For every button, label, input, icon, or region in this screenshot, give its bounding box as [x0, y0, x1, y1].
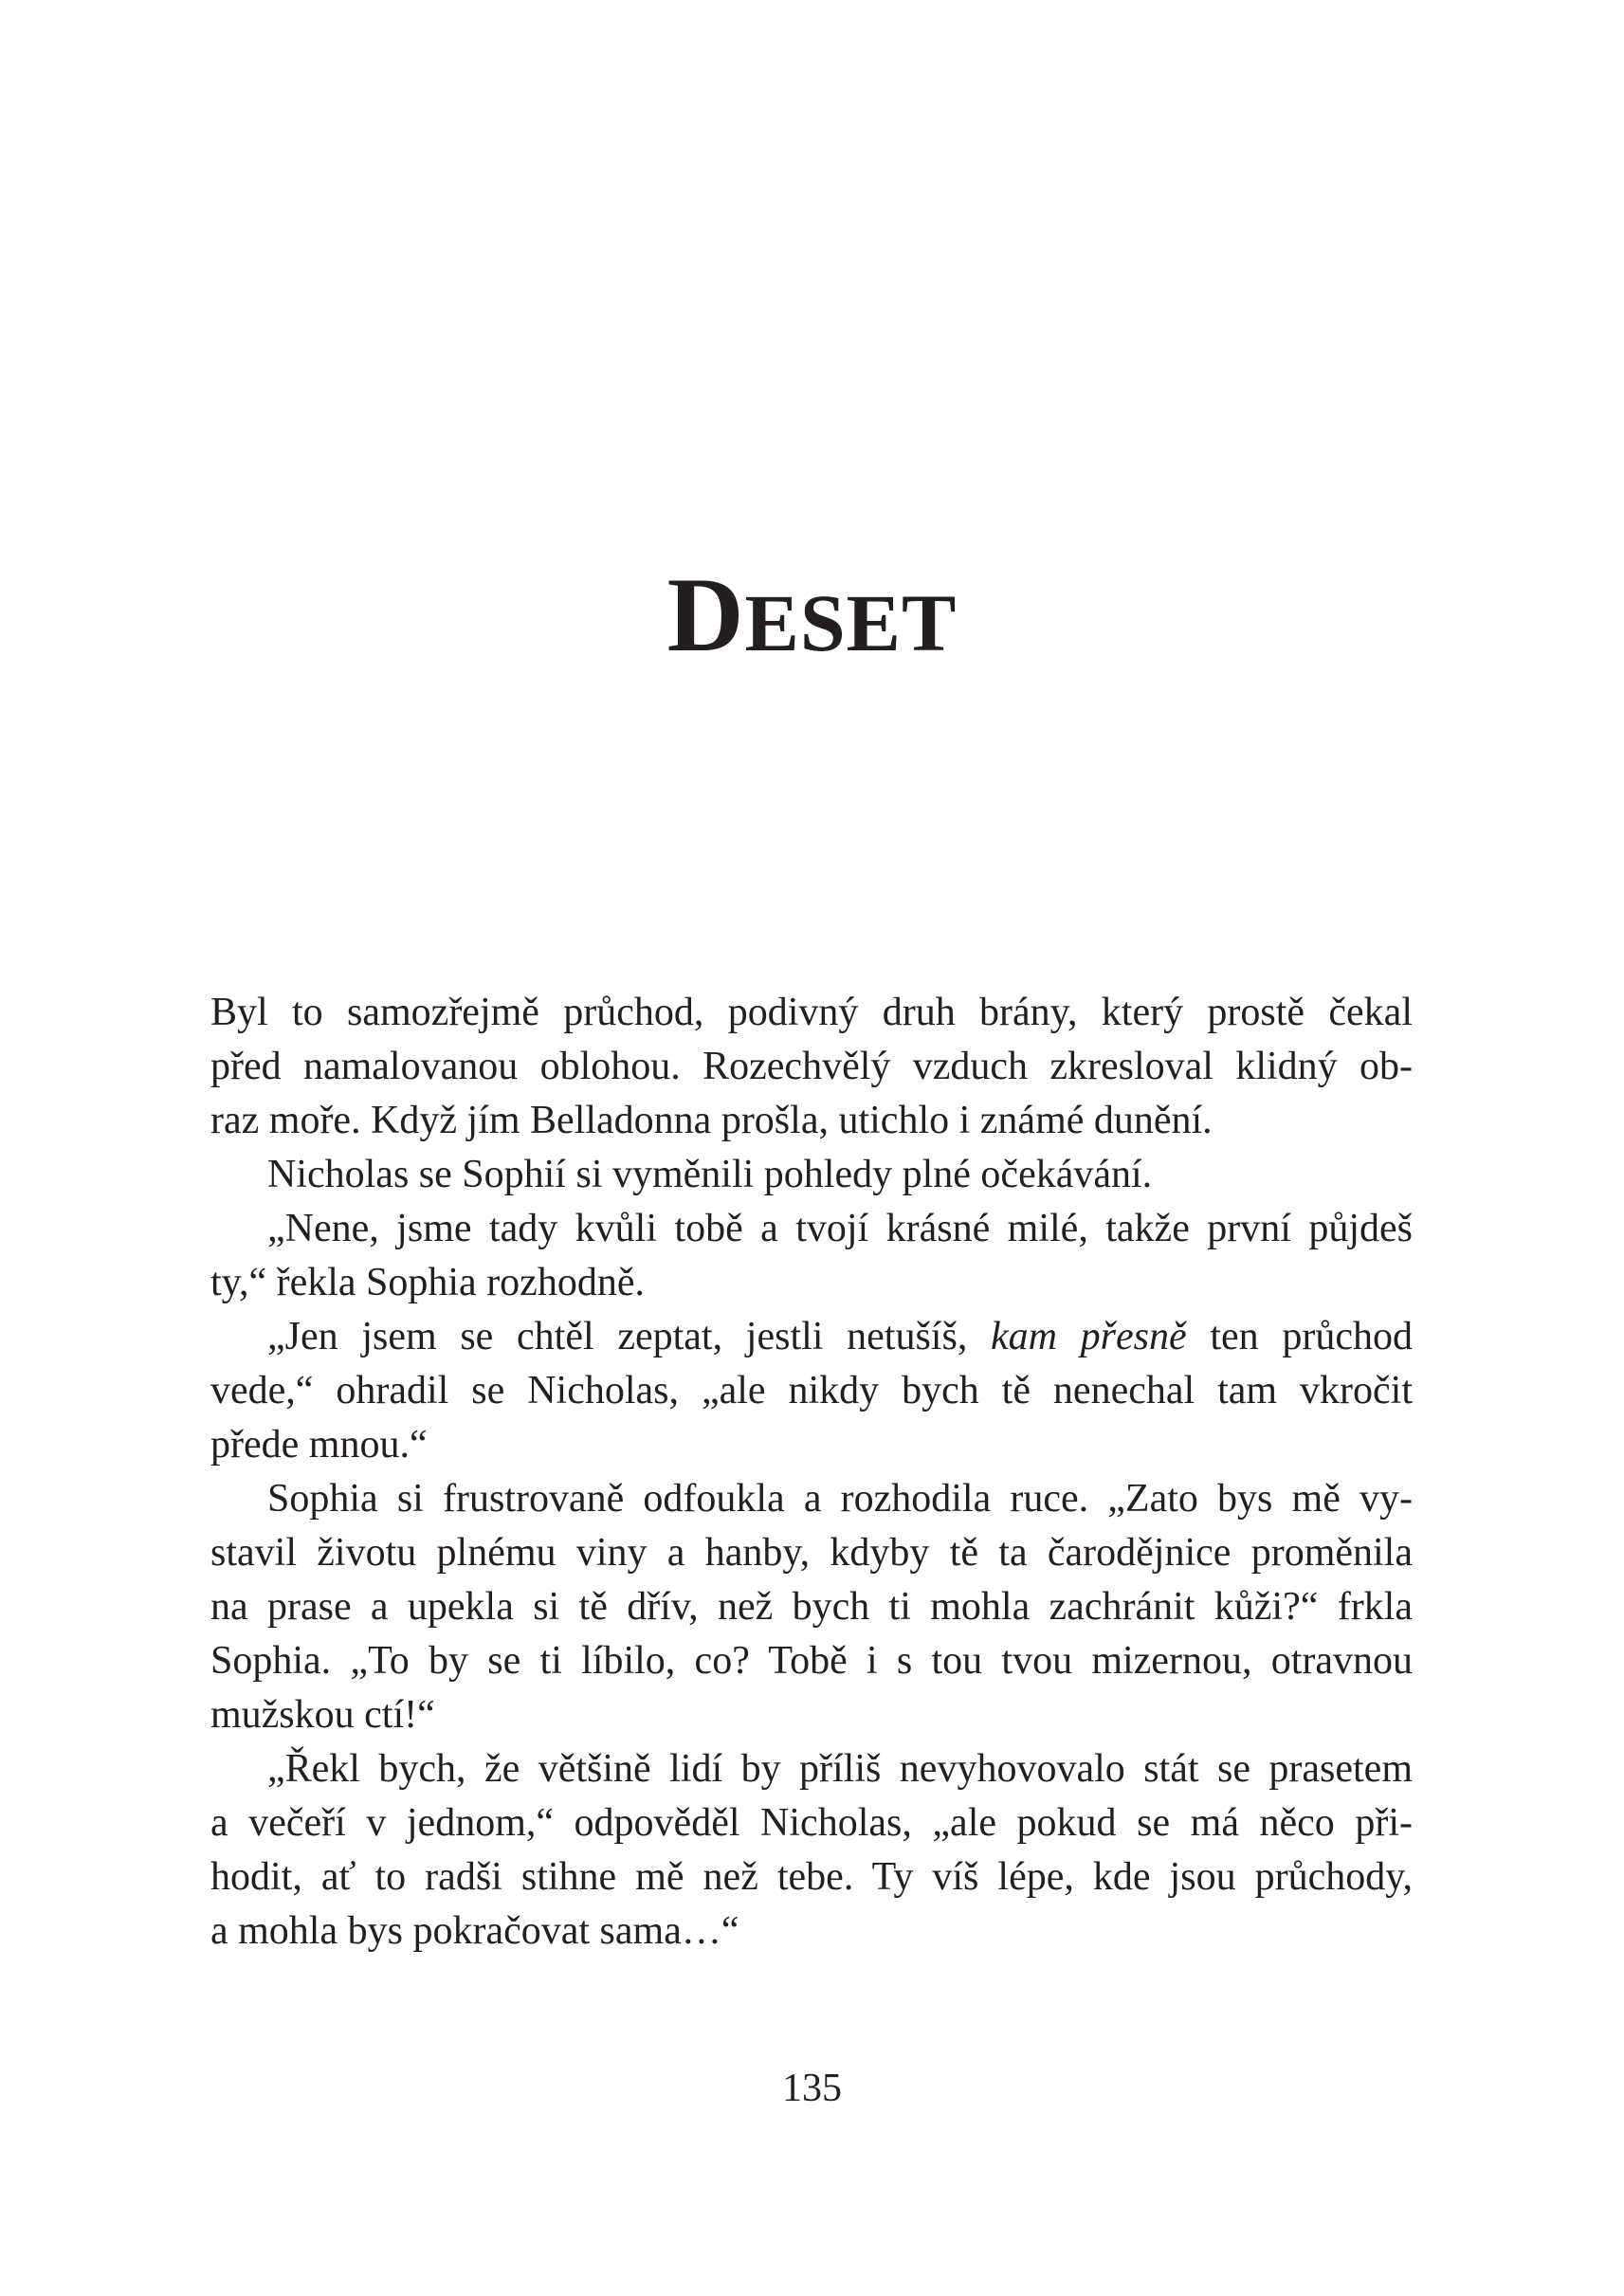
text-line: a mohla bys pokračovat sama…“: [210, 1909, 739, 1953]
text-line: před namalovanou oblohou. Rozechvělý vzduch zkresloval klidný ob-: [210, 1045, 1413, 1088]
text-line: Sophia si frustrovaně odfoukla a rozhodila ruce. „Zato bys mě vy-: [267, 1477, 1413, 1521]
text-line: raz moře. Když jím Belladonna prošla, utichlo i známé dunění.: [210, 1099, 1213, 1142]
text-line: vede,“ ohradil se Nicholas, „ale nikdy bych tě nenechal tam vkročit: [210, 1369, 1413, 1412]
italic-emphasis: kam přesně: [991, 1315, 1187, 1358]
page-number: 135: [782, 2067, 842, 2110]
text-line: stavil životu plnému viny a hanby, kdyby tě ta čarodějnice proměnila: [210, 1531, 1413, 1575]
text-line: ty,“ řekla Sophia rozhodně.: [210, 1261, 645, 1304]
text-line: na prase a upekla si tě dřív, než bych ti mohla zachránit kůži?“ frkla: [210, 1585, 1413, 1629]
chapter-title: [0, 556, 1624, 675]
text-segment: „Jen jsem se chtěl zeptat, jestli netušíš,: [267, 1315, 992, 1358]
chapter-title-initial: D: [666, 556, 745, 675]
text-segment: ten průchod: [1186, 1315, 1413, 1358]
body-text: [210, 986, 1413, 1959]
text-line: Sophia. „To by se ti líbilo, co? Tobě i s tou tvou mizernou, otravnou: [210, 1639, 1413, 1683]
text-line: a večeří v jednom,“ odpověděl Nicholas, „ale pokud se má něco při-: [210, 1801, 1413, 1845]
chapter-title-rest: ESET: [744, 577, 958, 669]
text-line: „Nene, jsme tady kvůli tobě a tvojí krásné milé, takže první půjdeš: [267, 1207, 1413, 1250]
text-line: [210, 1310, 1413, 1364]
text-line: mužskou ctí!“: [210, 1693, 435, 1737]
text-line: přede mnou.“: [210, 1423, 428, 1467]
text-line: „Řekl bych, že většině lidí by příliš nevyhovovalo stát se prasetem: [267, 1747, 1413, 1791]
text-line: Byl to samozřejmě průchod, podivný druh brány, který prostě čekal: [210, 991, 1413, 1034]
text-line: hodit, ať to radši stihne mě než tebe. Ty víš lépe, kde jsou průchody,: [210, 1855, 1413, 1899]
text-line: Nicholas se Sophií si vyměnili pohledy plné očekávání.: [267, 1153, 1153, 1196]
